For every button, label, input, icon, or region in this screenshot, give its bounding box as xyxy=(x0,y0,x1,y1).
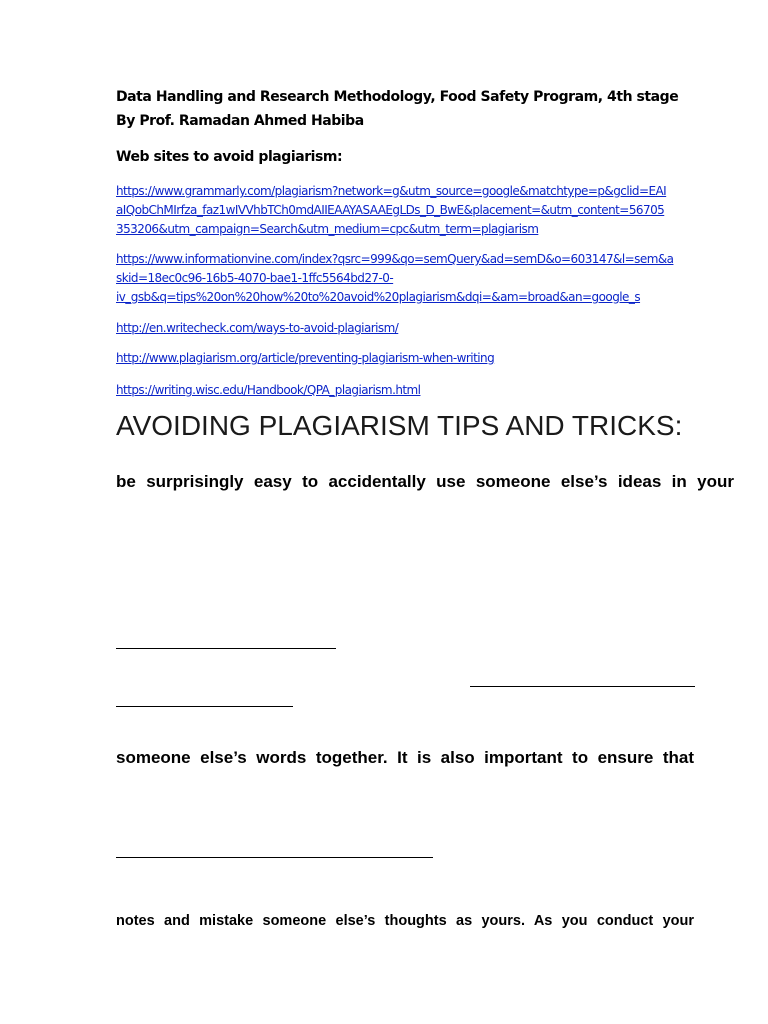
section-title: AVOIDING PLAGIARISM TIPS AND TRICKS: xyxy=(116,410,683,441)
link-writecheck[interactable] xyxy=(116,319,398,338)
link-line: https://www.grammarly.com/plagiarism?network=g&utm_source=google&matchtype=p&gclid=EAI xyxy=(116,184,667,198)
link-line: http://en.writecheck.com/ways-to-avoid-plagiarism/ xyxy=(116,321,399,335)
link-line: skid=18ec0c96-16b5-4070-bae1-1ffc5564bd27-0- xyxy=(116,271,394,285)
websites-heading: Web sites to avoid plagiarism: xyxy=(116,149,343,165)
underline-rule xyxy=(116,857,433,858)
link-line: 353206&utm_campaign=Search&utm_medium=cpc&utm_term=plagiarism xyxy=(116,222,539,236)
link-line: iv_gsb&q=tips%20on%20how%20to%20avoid%20plagiarism&dqi=&am=broad&an=google_s xyxy=(116,290,641,304)
underline-rule xyxy=(470,686,695,687)
link-plagiarism-org[interactable] xyxy=(116,349,494,368)
document-author: By Prof. Ramadan Ahmed Habiba xyxy=(116,113,364,129)
link-wisc-handbook[interactable] xyxy=(116,381,420,400)
paragraph-line: notes and mistake someone else’s thoughts as yours. As you conduct your xyxy=(116,913,694,929)
paragraph-line: be surprisingly easy to accidentally use someone else’s ideas in your xyxy=(116,472,734,491)
link-line: https://writing.wisc.edu/Handbook/QPA_plagiarism.html xyxy=(116,383,421,397)
link-grammarly[interactable] xyxy=(116,182,666,239)
link-line: http://www.plagiarism.org/article/preventing-plagiarism-when-writing xyxy=(116,351,495,365)
link-line: https://www.informationvine.com/index?qsrc=999&qo=semQuery&ad=semD&o=603147&l=sem&a xyxy=(116,252,674,266)
document-title: Data Handling and Research Methodology, Food Safety Program, 4th stage xyxy=(116,89,679,105)
link-informationvine[interactable] xyxy=(116,250,673,307)
underline-rule xyxy=(116,706,293,707)
underline-rule xyxy=(116,648,336,649)
paragraph-line: someone else’s words together. It is also important to ensure that xyxy=(116,748,694,767)
link-line: aIQobChMIrfza_faz1wIVVhbTCh0mdAIIEAAYASAAEgLDs_D_BwE&placement=&utm_content=56705 xyxy=(116,203,665,217)
